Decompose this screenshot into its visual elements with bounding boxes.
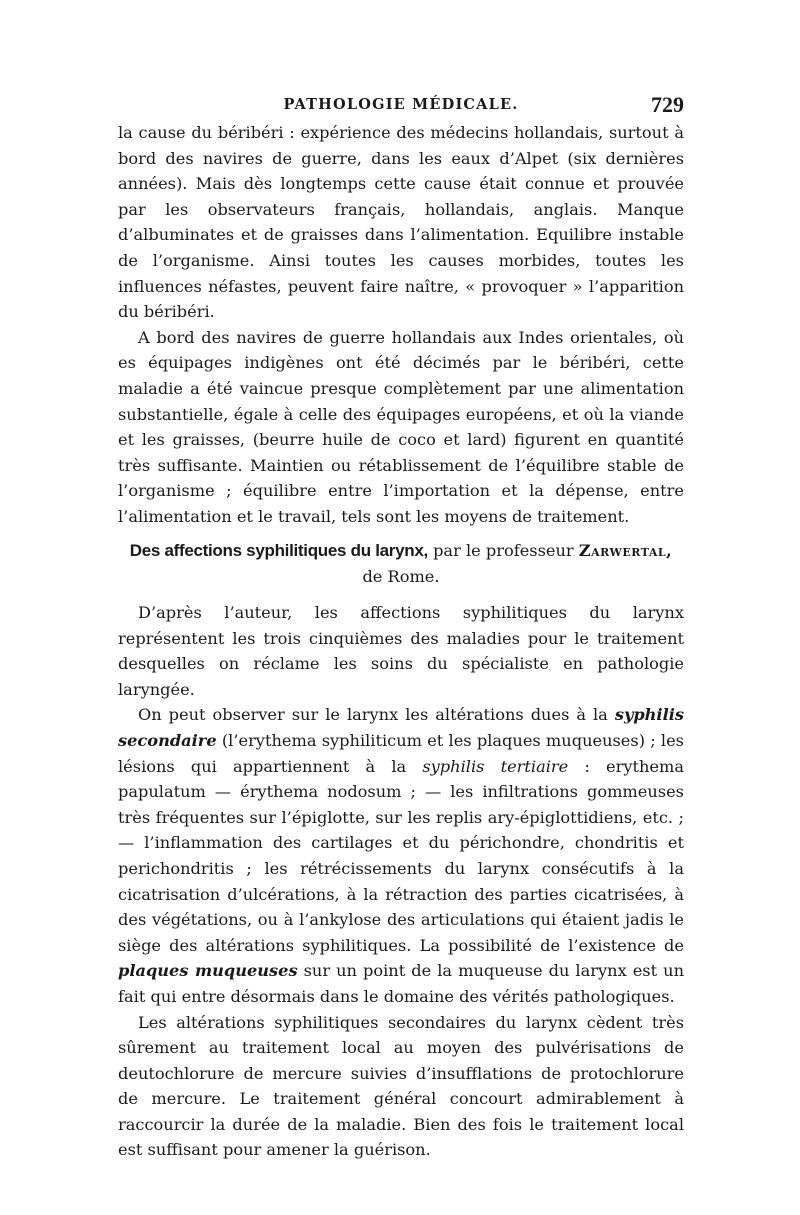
paragraph-beriberi-treatment: A bord des navires de guerre hollandais aux Indes orientales, où es équipages indigènes ont été décimés par le béribéri, cette maladie a été vaincue presque complètement par une alimentation substantielle, égale à celle des équipages européens, et où la viande et les graisses, (beurre huile de coco et lard) figurent en quantité très suffisante. Maintien ou rétablissement de l’équilibre stable de l’organisme ; équilibre entre l’importation et la dépense, entre l’alimentation et le travail, tels sont les moyens de traitement. xyxy=(118,327,684,526)
running-header xyxy=(118,92,684,120)
paragraph-beriberi-cause: la cause du béribéri : expérience des médecins hollandais, surtout à bord des navires de guerre, dans les eaux d’Alpet (six dernières années). Mais dès longtemps cette cause était connue et prouvée par les observateurs français, hollandais, anglais. Manque d’albuminates et de graisses dans l’alimentation. Equilibre instable de l’organisme. Ainsi toutes les causes morbides, toutes les influences néfastes, peuvent faire naître, « provoquer » l’apparition du béribéri. xyxy=(118,123,684,322)
running-title: PATHOLOGIE MÉDICALE. xyxy=(283,96,519,113)
emphasis-syphilis-secondaire: syphilis secondaire xyxy=(118,705,684,750)
lesions-text-d: sur un point de la muqueuse du larynx est un fait qui entre désormais dans le domaine des vérités pathologiques. xyxy=(118,961,685,1006)
article-place: de Rome. xyxy=(362,566,440,586)
article-author: Zarwertal, xyxy=(578,541,673,560)
article-title: Des affections syphilitiques du larynx, xyxy=(129,541,428,560)
syphilis-section xyxy=(118,600,684,1163)
lesions-text-a: On peut observer sur le larynx les altérations dues à la xyxy=(138,705,615,725)
emphasis-plaques-muqueuses: plaques muqueuses xyxy=(118,961,298,981)
paragraph-lesions xyxy=(118,702,684,1009)
page-number: 729 xyxy=(651,92,684,117)
article-heading xyxy=(118,538,684,589)
paragraph-treatment: Les altérations syphilitiques secondaires du larynx cèdent très sûrement au traitement local au moyen des pulvérisations de deutochlorure de mercure suivies d’insufflations de protochlorure de mercure. Le traitement général concourt admirablement à raccourcir la durée de la maladie. Bien des fois le traitement local est suffisant pour amener la guérison. xyxy=(118,1012,684,1160)
lesions-text-c: : erythema papulatum — érythema nodosum ; — les infiltrations gommeuses très fréquentes sur l’épiglotte, sur les replis ary-épiglottidiens, etc. ; — l’inflammation des cartilages et du périchondre, chondritis et perichondritis ; les rétrécissements du larynx consécutifs à la cicatrisation d’ulcérations, à la rétraction des parties cicatrisées, à des végétations, ou à l’ankylose des articulations qui étaient jadis le siège des altérations syphilitiques. La possibilité de l’existence de xyxy=(118,756,684,955)
emphasis-syphilis-tertiaire: syphilis tertiaire xyxy=(422,756,569,776)
paragraph-intro: D’après l’auteur, les affections syphilitiques du larynx représentent les trois cinquièmes des maladies pour le traitement desquelles on réclame les soins du spécialiste en pathologie laryngée. xyxy=(118,603,684,699)
lesions-text-b: (l’erythema syphiliticum et les plaques muqueuses) ; les lésions qui appartiennent à la xyxy=(118,730,684,776)
article-byline: par le professeur xyxy=(427,541,579,560)
beriberi-section xyxy=(118,120,684,530)
